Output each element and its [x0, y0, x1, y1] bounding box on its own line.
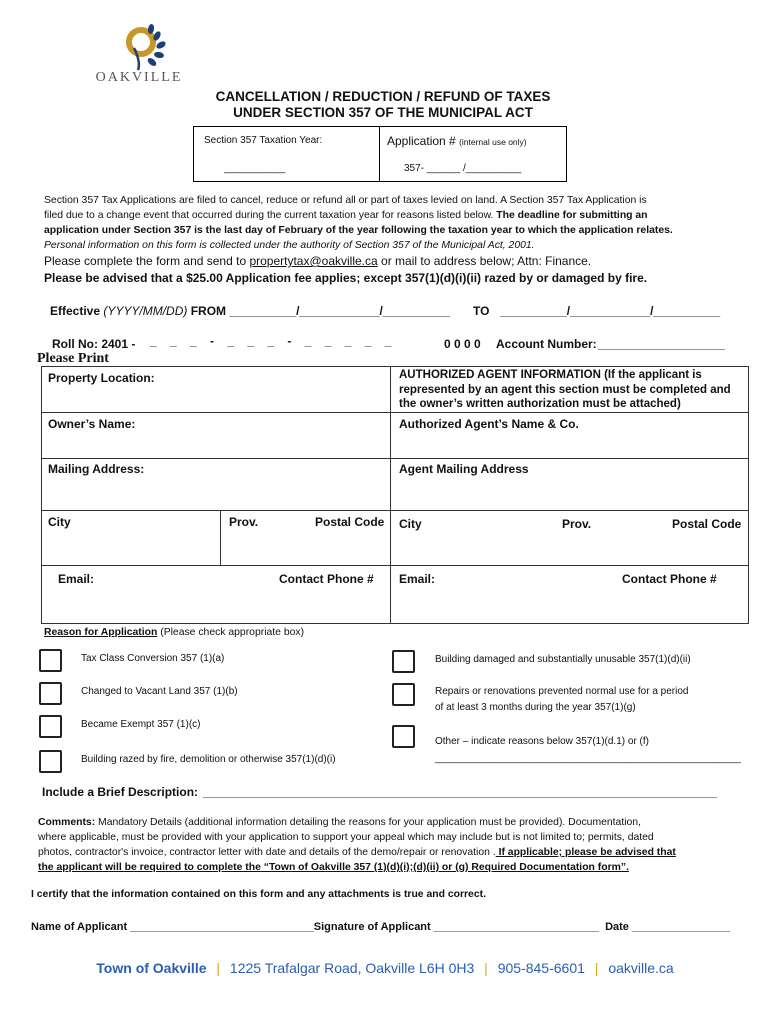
reason-razed: Building razed by fire, demolition or otherwise 357(1)(d)(i): [81, 754, 336, 765]
prov-field[interactable]: Prov.: [229, 515, 259, 529]
footer-org: Town of Oakville: [96, 960, 207, 976]
form-title: [150, 89, 616, 121]
roll-suffix: 0 0 0 0: [444, 337, 481, 351]
applicant-signature-field[interactable]: ___________________________: [433, 921, 599, 933]
reason-heading: Reason for Application (Please check appropriate box): [44, 627, 305, 638]
intro-paragraph: [44, 193, 744, 287]
agent-name-field[interactable]: Authorized Agent’s Name & Co.: [399, 417, 579, 431]
description-field[interactable]: _____________________________________________________________________________: [203, 785, 717, 799]
intro-line-1: Section 357 Tax Applications are filed to cancel, reduce or refund all or part of taxes levied on land. A Section 357 Tax Application is: [44, 195, 647, 206]
checkbox-became-exempt[interactable]: [39, 715, 62, 738]
reason-building-damaged: Building damaged and substantially unusable 357(1)(d)(ii): [435, 654, 691, 665]
taxation-year-label: Section 357 Taxation Year:: [204, 135, 323, 146]
logo-wordmark: OAKVILLE: [95, 70, 183, 85]
effective-to-field[interactable]: __________/____________/__________: [500, 304, 721, 318]
intro-line-2: filed due to a change event that occurred during the current taxation year for reasons listed below. The deadline for submitting an: [44, 210, 648, 221]
comments-paragraph: [38, 815, 748, 875]
fee-notice: Please be advised that a $25.00 Application fee applies; except 357(1)(d)(i)(ii) razed by or damaged by fire.: [44, 271, 648, 285]
email-field[interactable]: Email:: [58, 572, 95, 586]
city-field[interactable]: City: [48, 515, 71, 529]
agent-info-heading: AUTHORIZED AGENT INFORMATION (If the applicant is represented by an agent this section must be completed and the owner’s written authorization must be attached): [399, 369, 731, 410]
other-reason-field[interactable]: _______________________________________________________: [435, 753, 741, 764]
description-label: Include a Brief Description:: [42, 785, 199, 799]
effective-to-label: TO: [473, 304, 490, 318]
effective-row: Effective (YYYY/MM/DD) FROM __________/____________/__________: [50, 304, 450, 318]
application-number-field: 357- ______ /__________: [404, 163, 522, 174]
agent-email-field[interactable]: Email:: [399, 572, 436, 586]
property-location-field[interactable]: Property Location:: [48, 371, 155, 385]
roll-number-label: Roll No: 2401 -: [52, 337, 136, 351]
comments-line-2: where applicable, must be provided with your application to support your appeal which may include but is not limited to; permits, dated: [38, 832, 654, 843]
account-number-label: Account Number:: [496, 337, 597, 351]
intro-line-5: Please complete the form and send to propertytax@oakville.ca or mail to address below; Attn: Finance.: [44, 254, 592, 268]
applicant-name-field[interactable]: ______________________________: [130, 921, 314, 933]
checkbox-other[interactable]: [392, 725, 415, 748]
checkbox-vacant-land[interactable]: [39, 682, 62, 705]
signature-row: Name of Applicant ______________________________Signature of Applicant ___________________________ Date ________________: [31, 921, 730, 933]
date-field[interactable]: ________________: [631, 921, 730, 933]
checkbox-tax-class[interactable]: [39, 649, 62, 672]
agent-mailing-address-field[interactable]: Agent Mailing Address: [399, 462, 529, 476]
reason-repairs-line-2: of at least 3 months during the year 357(1)(g): [435, 702, 636, 713]
agent-city-field[interactable]: City: [399, 517, 422, 531]
owner-name-field[interactable]: Owner’s Name:: [48, 417, 136, 431]
footer-website[interactable]: oakville.ca: [608, 960, 674, 976]
reason-repairs-line-1: Repairs or renovations prevented normal use for a period: [435, 686, 689, 697]
checkbox-razed[interactable]: [39, 750, 62, 773]
account-number-field[interactable]: ___________________: [598, 337, 725, 351]
effective-from-field[interactable]: __________/____________/__________: [229, 304, 450, 318]
agent-prov-field[interactable]: Prov.: [562, 517, 592, 531]
postal-code-field[interactable]: Postal Code: [315, 515, 385, 529]
checkbox-building-damaged[interactable]: [392, 650, 415, 673]
comments-line-1: Comments: Mandatory Details (additional information detailing the reasons for your application must be provided). Documentation,: [38, 817, 641, 828]
please-print-label: Please Print: [37, 351, 109, 366]
application-number-label: Application # (internal use only): [387, 134, 527, 148]
taxation-year-box: [193, 126, 567, 182]
comments-line-3: photos, contractor's invoice, contractor letter with date and details of the demo/repair or renovation . If applicable; please be advised that: [38, 847, 676, 858]
privacy-note: Personal information on this form is collected under the authority of Section 357 of the Municipal Act, 2001.: [44, 240, 535, 251]
roll-number-field[interactable]: _ _ _ - _ _ _ - _ _ _ _ _: [150, 334, 392, 348]
agent-postal-code-field[interactable]: Postal Code: [672, 517, 742, 531]
reason-tax-class: Tax Class Conversion 357 (1)(a): [81, 653, 225, 664]
footer-phone: 905-845-6601: [497, 960, 585, 976]
title-line-1: CANCELLATION / REDUCTION / REFUND OF TAXES: [215, 89, 551, 104]
reason-became-exempt: Became Exempt 357 (1)(c): [81, 719, 201, 730]
reason-vacant-land: Changed to Vacant Land 357 (1)(b): [81, 686, 238, 697]
checkbox-repairs[interactable]: [392, 683, 415, 706]
taxation-year-field[interactable]: ___________: [224, 163, 286, 174]
footer-address: 1225 Trafalgar Road, Oakville L6H 0H3: [229, 960, 475, 976]
certification-statement: I certify that the information contained on this form and any attachments is true and correct.: [31, 889, 486, 900]
title-line-2: UNDER SECTION 357 OF THE MUNICIPAL ACT: [233, 105, 533, 120]
contact-phone-field[interactable]: Contact Phone #: [279, 572, 374, 586]
footer: Town of Oakville | 1225 Trafalgar Road, Oakville L6H 0H3 | 905-845-6601 | oakville.ca: [96, 960, 674, 976]
reason-other: Other – indicate reasons below 357(1)(d.1) or (f): [435, 736, 649, 747]
email-link[interactable]: propertytax@oakville.ca: [249, 254, 378, 268]
comments-line-4: the applicant will be required to complete the “Town of Oakville 357 (1)(d)(i);(d)(ii) or (g) Required Documentation form”.: [38, 862, 629, 873]
mailing-address-field[interactable]: Mailing Address:: [48, 462, 145, 476]
agent-contact-phone-field[interactable]: Contact Phone #: [622, 572, 717, 586]
intro-line-3: application under Section 357 is the last day of February of the year following the taxation year to which the application relates.: [44, 225, 673, 236]
